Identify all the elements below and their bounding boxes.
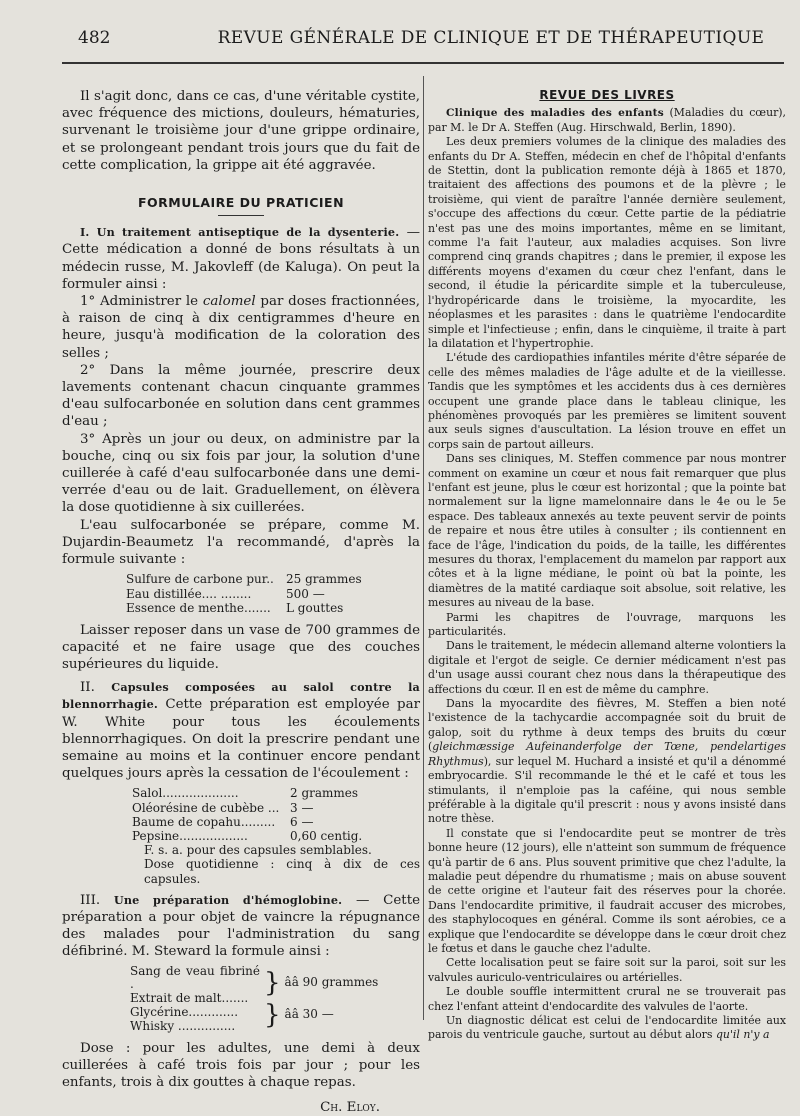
recipe-quantity: 3 — <box>290 800 314 815</box>
review-paragraph <box>428 1014 786 1043</box>
formula-1-step-3: 3° Après un jour ou deux, on administre par la bouche, cinq ou six fois par jour, la solution d'une cuillerée à café d'eau sulfocarbonée dans une demi-verrée d'eau ou de lait. Graduellement, on élèvera la dose quotidienne à six cuillerées. <box>62 431 420 516</box>
column-divider <box>423 76 424 1020</box>
text-run: Un diagnostic délicat est celui de l'endocardite limitée aux parois du ventricule gauche, surtout au début alors <box>428 1014 786 1042</box>
formula-1-step-2: 2° Dans la même journée, prescrire deux lavements contenant chacun cinquante grammes d'eau sulfocarbonée en solution dans cent grammes d'eau ; <box>62 362 420 430</box>
formula-1-step-1 <box>62 293 420 362</box>
review-paragraph: L'étude des cardiopathies infantiles mérite d'être séparée de celle des mêmes maladies de l'âge adulte et de la vieillesse. Tandis que les symptômes et les accidents dus à ces dernières occupent une grande place dans le tableau clinique, les phénomènes provoqués par les premières se limitent souvent aux seuls signes d'auscultation. La lésion trouve en effet un corps sain de partout ailleurs. <box>428 351 786 451</box>
section-rule <box>218 215 264 216</box>
section-title-revue: REVUE DES LIVRES <box>539 88 675 102</box>
page-header <box>78 28 784 52</box>
recipe-quantity: 0,60 centig. <box>290 828 363 843</box>
formula-2-intro <box>62 679 420 782</box>
step-1-b: par doses fractionnées, à raison de cinq à dix centigrammes d'heure en heure, jusqu'à modification de la coloration des selles ; <box>62 294 420 361</box>
recipe-ingredient: Essence de menthe....... <box>126 601 271 616</box>
recipe-row <box>132 786 420 800</box>
recipe-row <box>132 815 420 829</box>
review-paragraph: Cette localisation peut se faire soit sur la paroi, soit sur les valvules auriculo-ventriculaires ou artérielles. <box>428 956 786 984</box>
recipe-ingredient: Extrait de malt....... <box>130 991 249 1006</box>
recipe-row <box>126 601 420 615</box>
recipe-quantity: 500 — <box>286 586 325 601</box>
review-paragraph: Le double souffle intermittent crural ne se trouverait pas chez l'enfant atteint d'endocardite des valvules de l'aorte. <box>428 985 786 1013</box>
step-1-a: 1° Administrer le <box>80 294 203 310</box>
review-paragraph: Parmi les chapitres de l'ouvrage, marquons les particularités. <box>428 610 786 639</box>
quantity-group <box>260 1000 378 1031</box>
review-paragraph: Il constate que si l'endocardite peut se montrer de très bonne heure (12 jours), elle n'atteint son summum de fréquence qu'à partir de 6 ans. Plus souvent primitive que chez l'adulte, la maladie peut dépendre du rhumatisme ; mais on abuse souvent de cette origine et l'auteur fait des réserves pour la chorée. Dans l'endocardite primitive, il faudrait accuser des microbes, des staphylocoques en général. Comme ils sont aérobies, ce a explique que l'endocardite se développe dans le cœur droit chez le fœtus et dans le gauche chez l'adulte. <box>428 826 786 955</box>
formula-2-number: II. <box>80 680 112 696</box>
review-paragraph: Dans le traitement, le médecin allemand alterne volontiers la digitale et l'ergot de seigle. Ce dernier médicament n'est pas d'un usage aussi courant chez nous dans la thérapeutique des affections du cœur. Il en est de même du camphre. <box>428 639 786 696</box>
review-paragraph: Les deux premiers volumes de la clinique des maladies des enfants du Dr A. Steffen, médecin en chef de l'hôpital d'enfants de Stettin, dont la publication remonte déjà à 1865 et 1870, traitaient des affections des poumons et de la plèvre ; le troisième, qui vient de paraître l'année dernière seulement, s'occupe des affections du cœur. Cette partie de la pédiatrie n'est pas une des moins importantes, même en se limitant, comme l'a fait l'auteur, aux maladies acquises. Son livre comprend cinq grands chapitres ; dans le premier, il expose les différents moyens d'examen du cœur chez l'enfant, dans le second, il étudie la péricardite simple et la tuberculeuse, l'hydropéricarde dans le troisième, la myocardite, les néoplasmes et les parasites : dans le quatrième l'endocardite simple et l'infectieuse ; enfin, dans le cinquième, il traite à part la dilatation et l'hypertrophie. <box>428 135 786 350</box>
recipe-quantity: 25 grammes <box>286 572 362 587</box>
recipe-ingredient: Salol.................... <box>132 786 239 801</box>
book-citation <box>428 106 786 135</box>
recipe-3-quantities <box>260 968 379 1031</box>
step-1-italic: calomel <box>202 294 256 310</box>
formula-3-intro <box>62 892 420 961</box>
recipe-ingredient: Baume de copahu......... <box>132 814 276 829</box>
formula-2-heading: Capsules composées au salol contre la blennorrhagie. <box>62 680 420 712</box>
left-column <box>62 88 420 1116</box>
text-run: Dans la myocardite des fièvres, M. Steffen a bien noté l'existence de la tachycardie accompagnée soit du bruit de galop, soit du rythme à deux temps des bruits du cœur ( <box>428 697 786 754</box>
recipe-quantity: 2 grammes <box>290 786 359 801</box>
review-paragraph: Dans ses cliniques, M. Steffen commence par nous montrer comment on examine un cœur et nous fait remarquer que plus l'enfant est jeune, plus le cœur est horizontal ; que la pointe bat normalement sur la ligne mamelonnaire dans le 4e ou le 5e espace. Des tableaux annexés au texte peuvent servir de points de repaire et nous être utiles à consulter ; ils contiennent en face de l'âge, l'indication du poids, de la taille, les différentes mesures du thorax, l'emplacement du mamelon par rapport aux côtes et à la ligne médiane, le point où bat la pointe, les diamètres de la matité cardiaque soit absolue, soit relative, les mesures au niveau de la base. <box>428 452 786 610</box>
recipe-row <box>132 829 420 843</box>
recipe-3 <box>130 965 420 1034</box>
italic-run: gleichmæssige Aufeinanderfolge der Tœne, pendelartiges Rhythmus <box>428 740 786 768</box>
recipe-quantity: ââ 30 — <box>284 1007 334 1022</box>
recipe-note: Dose quotidienne : cinq à dix de ces capsules. <box>144 857 420 886</box>
formula-1-heading: I. Un traitement antiseptique de la dysenterie. <box>80 225 400 240</box>
quantity-group <box>260 968 379 999</box>
formula-3-dose: Dose : pour les adultes, une demi à deux cuillerées à café trois fois par jour ; pour les enfants, trois à dix gouttes à chaque repas. <box>62 1040 420 1090</box>
author-signature: Ch. Eloy. <box>320 1100 380 1116</box>
section-title-formulaire: FORMULAIRE DU PRATICIEN <box>137 195 345 211</box>
formula-3-text: — Cette préparation a pour objet de vaincre la répugnance des malades pour l'administration du sang défibriné. M. Steward la formule ainsi : <box>62 892 420 960</box>
recipe-ingredient: Whisky ............... <box>130 1018 236 1033</box>
brace-glyph: } <box>264 1000 281 1031</box>
recipe-ingredient: Oléorésine de cubèbe ... <box>132 800 280 815</box>
intro-paragraph: Il s'agit donc, dans ce cas, d'une véritable cystite, avec fréquence des mictions, douleurs, hématuries, survenant le troisième jour d'une grippe ordinaire, et se prolongeant pendant trois jours que du fait de cette complication, la grippe ait été aggravée. <box>62 89 420 173</box>
formula-1-usage: Laisser reposer dans un vase de 700 grammes de capacité et ne faire usage que des couches supérieures du liquide. <box>62 622 420 672</box>
recipe-1 <box>126 572 420 615</box>
running-title: REVUE GÉNÉRALE DE CLINIQUE ET DE THÉRAPEUTIQUE <box>217 28 765 48</box>
right-column <box>428 88 786 1043</box>
recipe-2 <box>132 786 420 885</box>
recipe-ingredient: Pepsine.................. <box>132 828 248 843</box>
recipe-ingredient: Sulfure de carbone pur.. <box>126 572 274 587</box>
recipe-ingredient: Glycérine............. <box>130 1004 239 1019</box>
recipe-row <box>126 587 420 601</box>
italic-run: qu'il n'y a <box>715 1028 770 1042</box>
book-title: Clinique des maladies des enfants <box>446 107 664 120</box>
formula-3-heading: Une préparation d'hémoglobine. <box>113 892 343 907</box>
recipe-quantity: ââ 90 grammes <box>284 975 379 990</box>
recipe-note: F. s. a. pour des capsules semblables. <box>144 843 372 858</box>
formula-2-text: Cette préparation est employée par W. White pour tous les écoulements blennorrhagiques. On doit la prescrire pendant une semaine au moins et la continuer encore pendant quelques jours après la cessation de l'écoulement : <box>62 697 420 782</box>
page-number: 482 <box>78 28 111 48</box>
recipe-row <box>132 801 420 815</box>
recipe-quantity: L gouttes <box>286 601 344 616</box>
text-run: ), sur lequel M. Huchard a insisté et qu'il a dénommé embryocardie. S'il recommande le thé et le café et tous les stimulants, il n'emploie pas la caféine, qui nous semble préférable à la digitale qu'il prescrit : nous y avons insisté dans notre thèse. <box>428 754 786 826</box>
formula-1-text: — Cette médication a donné de bons résultats à un médecin russe, M. Jakovleff (de Kaluga). On peut la formuler ainsi : <box>62 225 420 292</box>
formula-1-prep: L'eau sulfocarbonée se prépare, comme M. Dujardin-Beaumetz l'a recommandé, d'après la formule suivante : <box>62 517 420 568</box>
recipe-ingredient: Eau distillée.... ........ <box>126 586 252 601</box>
formula-1-intro <box>62 224 420 293</box>
book-details: (Maladies du cœur), par M. le Dr A. Steffen (Aug. Hirschwald, Berlin, 1890). <box>428 106 786 134</box>
recipe-quantity: 6 — <box>290 814 314 829</box>
recipe-3-ingredients <box>130 965 260 1034</box>
review-paragraph <box>428 697 786 827</box>
recipe-ingredient: Sang de veau fibriné . <box>130 963 260 992</box>
brace-glyph: } <box>264 968 281 999</box>
header-rule <box>62 62 784 64</box>
recipe-row <box>126 572 420 586</box>
formula-3-number: III. <box>80 892 114 908</box>
